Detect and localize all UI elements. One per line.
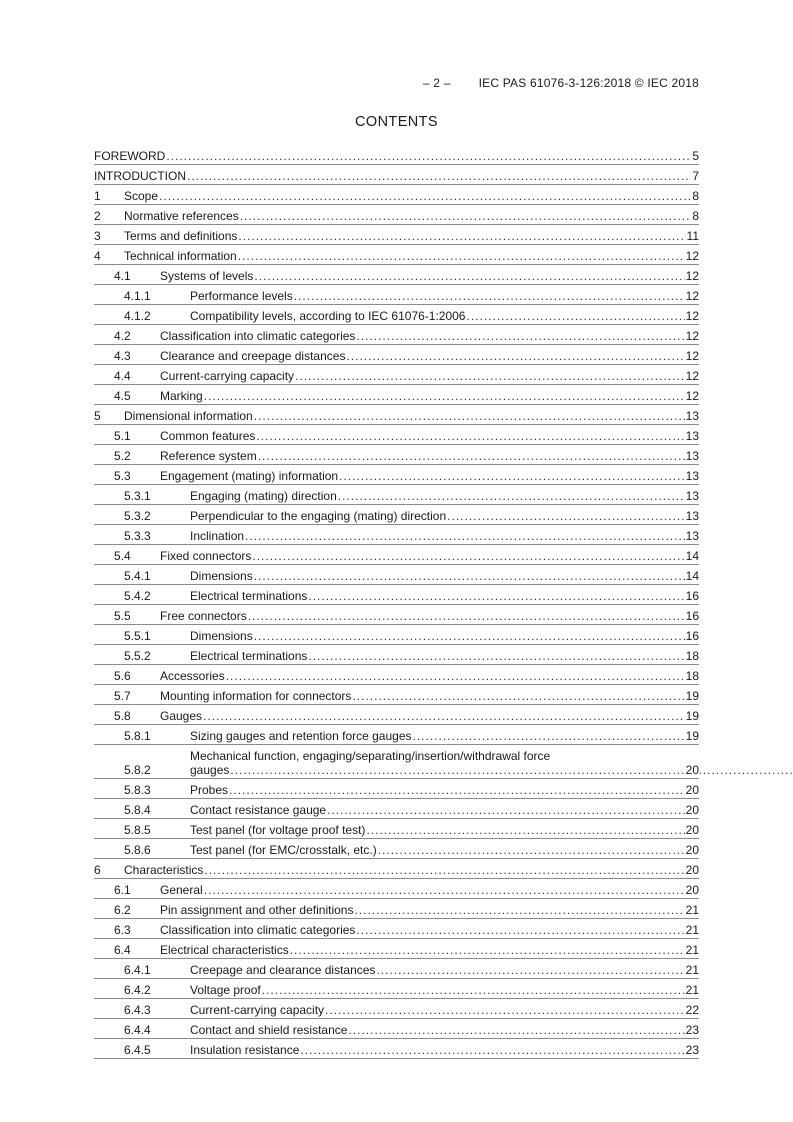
toc-leader-dots	[166, 149, 691, 163]
toc-entry-title-area	[190, 629, 685, 643]
toc-entry[interactable]	[94, 879, 699, 899]
toc-entry-title-area	[190, 309, 685, 323]
toc-entry-title: Accessories	[160, 669, 225, 683]
toc-entry-page: 12	[685, 329, 699, 343]
toc-entry[interactable]	[94, 465, 699, 485]
toc-entry-page: 23	[685, 1043, 699, 1057]
toc-entry-number: 5.4.2	[124, 589, 151, 603]
toc-entry-title-area	[160, 369, 685, 383]
toc-entry-title-area	[160, 549, 685, 563]
toc-entry-title: Dimensions	[190, 569, 253, 583]
toc-entry-title: Systems of levels	[160, 269, 254, 283]
toc-entry[interactable]	[94, 305, 699, 325]
toc-entry-title: Engagement (mating) information	[160, 469, 339, 483]
toc-leader-dots	[308, 649, 684, 663]
toc-entry-title: Mechanical function, engaging/separating/insertion/withdrawal force	[190, 749, 551, 763]
toc-entry-page: 21	[685, 983, 699, 997]
toc-entry-number: 5.1	[114, 429, 131, 443]
toc-entry-title-area	[160, 449, 685, 463]
toc-leader-dots	[204, 863, 684, 877]
toc-entry[interactable]	[94, 705, 699, 725]
page-number: – 2 –	[422, 76, 451, 90]
toc-entry-number: 6.4	[114, 943, 131, 957]
toc-leader-dots	[338, 489, 685, 503]
toc-entry[interactable]	[94, 839, 699, 859]
toc-entry[interactable]	[94, 565, 699, 585]
toc-leader-dots	[238, 229, 685, 243]
toc-entry-page: 13	[685, 409, 699, 423]
toc-entry[interactable]	[94, 745, 699, 779]
toc-entry-number: 5.8.2	[124, 763, 151, 777]
toc-entry-number: 6	[94, 863, 101, 877]
toc-entry-number: 5.3.1	[124, 489, 151, 503]
toc-entry-number: 5.8	[114, 709, 131, 723]
toc-entry[interactable]	[94, 265, 699, 285]
toc-entry-page: 7	[692, 169, 699, 183]
toc-entry-page: 19	[685, 729, 699, 743]
toc-entry-number: 5.5.2	[124, 649, 151, 663]
toc-entry[interactable]	[94, 899, 699, 919]
toc-leader-dots	[354, 903, 684, 917]
toc-entry-page: 21	[685, 903, 699, 917]
toc-entry-number: 5.5.1	[124, 629, 151, 643]
toc-entry-page: 12	[685, 369, 699, 383]
toc-entry-title: Electrical terminations	[190, 589, 308, 603]
toc-entry[interactable]	[94, 445, 699, 465]
toc-entry-page: 8	[692, 209, 699, 223]
toc-entry-title-area	[160, 389, 685, 403]
toc-entry-title: Sizing gauges and retention force gauges	[190, 729, 412, 743]
toc-entry[interactable]	[94, 525, 699, 545]
toc-entry-page: 20	[685, 883, 699, 897]
toc-entry-title-area	[190, 843, 685, 857]
toc-entry-title: Voltage proof	[190, 983, 261, 997]
toc-leader-dots	[258, 449, 685, 463]
toc-leader-dots	[356, 923, 684, 937]
toc-entry[interactable]	[94, 165, 699, 185]
toc-entry-number: 5.7	[114, 689, 131, 703]
toc-entry[interactable]	[94, 939, 699, 959]
toc-entry[interactable]	[94, 1039, 699, 1059]
toc-entry-title-area	[94, 149, 691, 163]
toc-entry-number: 6.4.3	[124, 1003, 151, 1017]
toc-entry-title-area	[190, 529, 685, 543]
toc-entry[interactable]	[94, 545, 699, 565]
toc-entry-page: 13	[685, 469, 699, 483]
toc-leader-dots	[378, 843, 685, 857]
toc-entry-page: 14	[685, 569, 699, 583]
toc-entry[interactable]	[94, 385, 699, 405]
toc-entry-page: 18	[685, 649, 699, 663]
toc-entry-title-area	[190, 489, 685, 503]
toc-entry-title-area	[124, 409, 685, 423]
toc-entry-title: Common features	[160, 429, 256, 443]
toc-entry-title-area	[190, 509, 685, 523]
toc-entry-number: 4.3	[114, 349, 131, 363]
toc-leader-dots	[254, 569, 685, 583]
toc-entry-number: 4	[94, 249, 101, 263]
toc-entry-number: 6.3	[114, 923, 131, 937]
toc-entry-page: 12	[685, 249, 699, 263]
toc-leader-dots	[238, 249, 685, 263]
toc-entry-title-area	[190, 963, 685, 977]
toc-leader-dots	[327, 803, 685, 817]
toc-entry[interactable]	[94, 585, 699, 605]
toc-entry-page: 11	[686, 229, 699, 243]
toc-entry-number: 6.4.4	[124, 1023, 151, 1037]
toc-leader-dots	[413, 729, 685, 743]
toc-entry-page: 20	[685, 803, 699, 817]
toc-entry-title: Reference system	[160, 449, 257, 463]
toc-entry[interactable]	[94, 505, 699, 525]
toc-entry-title-area	[160, 429, 685, 443]
toc-entry-title: Clearance and creepage distances	[160, 349, 346, 363]
toc-entry-title: Inclination	[190, 529, 245, 543]
toc-entry-title-area	[190, 649, 685, 663]
toc-leader-dots	[254, 409, 685, 423]
toc-entry-title: Classification into climatic categories	[160, 923, 356, 937]
toc-entry-page: 12	[685, 349, 699, 363]
toc-entry-number: 5.6	[114, 669, 131, 683]
toc-entry-page: 20	[685, 863, 699, 877]
toc-entry[interactable]	[94, 959, 699, 979]
toc-leader-dots	[290, 943, 685, 957]
toc-entry-title: Technical information	[124, 249, 237, 263]
toc-entry-title-area	[190, 1023, 685, 1037]
toc-entry[interactable]	[94, 405, 699, 425]
toc-entry-title: Electrical characteristics	[160, 943, 289, 957]
toc-entry-title-area	[124, 249, 685, 263]
toc-entry[interactable]	[94, 819, 699, 839]
toc-entry[interactable]	[94, 605, 699, 625]
toc-entry[interactable]	[94, 225, 699, 245]
toc-entry[interactable]	[94, 325, 699, 345]
toc-entry-number: 3	[94, 229, 101, 243]
toc-leader-dots	[376, 963, 684, 977]
toc-entry-page: 23	[685, 1023, 699, 1037]
toc-entry-page: 20	[685, 843, 699, 857]
toc-entry[interactable]	[94, 205, 699, 225]
toc-entry-title: Marking	[160, 389, 203, 403]
toc-entry-title: Performance levels	[190, 289, 293, 303]
toc-leader-dots	[254, 269, 684, 283]
toc-entry-title: Pin assignment and other definitions	[160, 903, 354, 917]
toc-entry-title: Test panel (for EMC/crosstalk, etc.)	[190, 843, 377, 857]
toc-entry-page: 13	[685, 529, 699, 543]
toc-entry[interactable]	[94, 145, 699, 165]
toc-entry-title: Contact and shield resistance	[190, 1023, 348, 1037]
toc-leader-dots	[240, 209, 692, 223]
toc-entry[interactable]	[94, 979, 699, 999]
toc-leader-dots	[366, 823, 684, 837]
toc-entry-page: 14	[685, 549, 699, 563]
toc-entry-page: 12	[685, 389, 699, 403]
toc-leader-dots	[187, 169, 691, 183]
toc-entry-number: 2	[94, 209, 101, 223]
toc-entry-title-area	[124, 863, 685, 877]
toc-leader-dots	[447, 509, 684, 523]
toc-entry-number: 5.4	[114, 549, 131, 563]
toc-entry-title-area	[190, 569, 685, 583]
toc-entry-number: 5.8.3	[124, 783, 151, 797]
toc-entry[interactable]	[94, 365, 699, 385]
toc-leader-dots	[325, 1003, 685, 1017]
toc-entry-page: 19	[685, 689, 699, 703]
toc-entry[interactable]	[94, 285, 699, 305]
toc-entry[interactable]	[94, 245, 699, 265]
toc-entry[interactable]	[94, 345, 699, 365]
toc-entry-title-area	[190, 983, 685, 997]
toc-entry-page: 8	[692, 189, 699, 203]
toc-entry-page: 19	[685, 709, 699, 723]
toc-entry-number: 4.5	[114, 389, 131, 403]
toc-entry-title-area	[160, 903, 685, 917]
toc-entry-title-area	[160, 883, 685, 897]
toc-entry-title-area	[190, 589, 685, 603]
toc-leader-dots	[356, 329, 684, 343]
toc-entry-page: 20	[685, 763, 699, 777]
toc-entry-page: 13	[685, 429, 699, 443]
toc-entry-title: Classification into climatic categories	[160, 329, 356, 343]
toc-entry-page: 12	[685, 289, 699, 303]
toc-leader-dots	[230, 763, 793, 777]
toc-leader-dots	[300, 1043, 684, 1057]
toc-leader-dots	[346, 349, 684, 363]
toc-leader-dots	[466, 309, 684, 323]
toc-entry-number: 4.1.2	[124, 309, 151, 323]
toc-entry-number: 5.3	[114, 469, 131, 483]
toc-leader-dots	[262, 983, 685, 997]
toc-entry-number: 4.1	[114, 269, 131, 283]
toc-entry-title-area	[190, 729, 685, 743]
toc-entry-page: 12	[685, 309, 699, 323]
toc-entry-title-area	[160, 269, 685, 283]
toc-entry-title: General	[160, 883, 203, 897]
toc-entry-title: Creepage and clearance distances	[190, 963, 376, 977]
toc-entry[interactable]	[94, 485, 699, 505]
document-reference: IEC PAS 61076-3-126:2018 © IEC 2018	[478, 76, 699, 90]
toc-entry[interactable]	[94, 919, 699, 939]
toc-entry-title-area	[190, 289, 685, 303]
page-header	[94, 76, 699, 90]
toc-entry-title: FOREWORD	[94, 149, 166, 163]
toc-entry-number: 6.2	[114, 903, 131, 917]
toc-entry-title: Probes	[190, 783, 229, 797]
toc-entry-title: Dimensional information	[124, 409, 253, 423]
toc-leader-dots	[159, 189, 691, 203]
toc-entry-page: 20	[685, 823, 699, 837]
toc-entry-title-area	[160, 469, 685, 483]
toc-entry-page: 5	[692, 149, 699, 163]
toc-entry-title: Engaging (mating) direction	[190, 489, 337, 503]
toc-entry-title: Current-carrying capacity	[160, 369, 295, 383]
toc-entry-title: INTRODUCTION	[94, 169, 186, 183]
toc-entry-number: 5.5	[114, 609, 131, 623]
toc-entry[interactable]	[94, 1019, 699, 1039]
toc-entry-number: 6.4.5	[124, 1043, 151, 1057]
toc-entry-title-area	[190, 783, 685, 797]
toc-entry-title: Contact resistance gauge	[190, 803, 327, 817]
toc-leader-dots	[352, 689, 684, 703]
toc-entry-title: Terms and definitions	[124, 229, 238, 243]
toc-entry-title-area	[160, 943, 685, 957]
toc-entry-title: Perpendicular to the engaging (mating) direction	[190, 509, 447, 523]
toc-entry-title-area	[190, 803, 685, 817]
toc-entry-number: 6.4.1	[124, 963, 151, 977]
toc-leader-dots	[226, 669, 685, 683]
toc-entry-page: 21	[685, 963, 699, 977]
toc-entry-title-area	[160, 609, 685, 623]
toc-entry-title-area	[190, 823, 685, 837]
toc-entry-number: 4.1.1	[124, 289, 151, 303]
toc-leader-dots	[203, 709, 685, 723]
toc-entry-title-area	[160, 689, 685, 703]
toc-entry-page: 13	[685, 509, 699, 523]
toc-entry-number: 5.2	[114, 449, 131, 463]
toc-entry-title: Insulation resistance	[190, 1043, 300, 1057]
toc-entry-title-area	[124, 209, 691, 223]
toc-entry[interactable]	[94, 625, 699, 645]
toc-entry-title: Free connectors	[160, 609, 247, 623]
toc-entry[interactable]	[94, 859, 699, 879]
toc-entry-title: Test panel (for voltage proof test)	[190, 823, 366, 837]
toc-entry-title-continuation	[190, 763, 793, 777]
toc-entry[interactable]	[94, 425, 699, 445]
toc-entry-title-area	[160, 669, 685, 683]
toc-entry[interactable]	[94, 725, 699, 745]
toc-leader-dots	[204, 883, 685, 897]
toc-entry-page: 22	[685, 1003, 699, 1017]
toc-leader-dots	[204, 389, 685, 403]
toc-leader-dots	[245, 529, 685, 543]
toc-leader-dots	[248, 609, 685, 623]
toc-entry-number: 5.8.6	[124, 843, 151, 857]
toc-entry-number: 6.4.2	[124, 983, 151, 997]
contents-title: CONTENTS	[355, 114, 438, 130]
toc-entry-page: 21	[685, 943, 699, 957]
toc-entry-multiline	[190, 749, 793, 777]
toc-leader-dots	[229, 783, 685, 797]
toc-entry-title-line2: gauges	[190, 763, 230, 777]
toc-entry-number: 5.3.3	[124, 529, 151, 543]
toc-entry-title: Fixed connectors	[160, 549, 252, 563]
toc-entry-number: 4.2	[114, 329, 131, 343]
toc-entry-title-area	[160, 329, 685, 343]
toc-entry[interactable]	[94, 185, 699, 205]
toc-entry-number: 5	[94, 409, 101, 423]
toc-entry-number: 5.8.5	[124, 823, 151, 837]
toc-entry-number: 4.4	[114, 369, 131, 383]
toc-entry-page: 21	[685, 923, 699, 937]
toc-entry-number: 1	[94, 189, 101, 203]
toc-entry-number: 6.1	[114, 883, 131, 897]
toc-entry-page: 16	[685, 629, 699, 643]
toc-entry[interactable]	[94, 645, 699, 665]
toc-entry-title: Compatibility levels, according to IEC 61076-1:2006	[190, 309, 466, 323]
toc-entry-title: Current-carrying capacity	[190, 1003, 325, 1017]
toc-leader-dots	[339, 469, 685, 483]
toc-entry-title-area	[190, 1003, 685, 1017]
toc-entry-title: Dimensions	[190, 629, 253, 643]
toc-entry-title-area	[160, 349, 685, 363]
toc-entry-title: Characteristics	[124, 863, 204, 877]
toc-entry-number: 5.4.1	[124, 569, 151, 583]
toc-entry[interactable]	[94, 685, 699, 705]
toc-entry-number: 5.3.2	[124, 509, 151, 523]
toc-leader-dots	[252, 549, 684, 563]
toc-entry-page: 13	[685, 449, 699, 463]
toc-leader-dots	[295, 369, 685, 383]
toc-entry-page: 20	[685, 783, 699, 797]
toc-entry-title-area	[160, 923, 685, 937]
toc-entry-title-area	[160, 709, 685, 723]
toc-entry-title: Electrical terminations	[190, 649, 308, 663]
toc-entry-title: Mounting information for connectors	[160, 689, 352, 703]
toc-entry-number: 5.8.4	[124, 803, 151, 817]
toc-leader-dots	[348, 1023, 684, 1037]
toc-entry-title: Gauges	[160, 709, 203, 723]
toc-entry-title-area	[190, 1043, 685, 1057]
toc-entry-page: 13	[685, 489, 699, 503]
toc-leader-dots	[254, 629, 685, 643]
toc-entry-title-area	[124, 229, 686, 243]
toc-leader-dots	[294, 289, 685, 303]
toc-entry-page: 12	[685, 269, 699, 283]
toc-leader-dots	[308, 589, 684, 603]
toc-entry-page: 18	[685, 669, 699, 683]
toc-entry-title-area	[190, 749, 685, 777]
toc-entry-page: 16	[685, 589, 699, 603]
toc-entry[interactable]	[94, 779, 699, 799]
toc-entry-title-area	[94, 169, 691, 183]
toc-entry-page: 16	[685, 609, 699, 623]
toc-entry[interactable]	[94, 799, 699, 819]
toc-entry[interactable]	[94, 665, 699, 685]
toc-entry[interactable]	[94, 999, 699, 1019]
toc-entry-number: 5.8.1	[124, 729, 151, 743]
table-of-contents	[94, 145, 699, 1059]
toc-entry-title: Normative references	[124, 209, 239, 223]
toc-entry-title-area	[124, 189, 691, 203]
toc-entry-title: Scope	[124, 189, 159, 203]
toc-leader-dots	[256, 429, 684, 443]
